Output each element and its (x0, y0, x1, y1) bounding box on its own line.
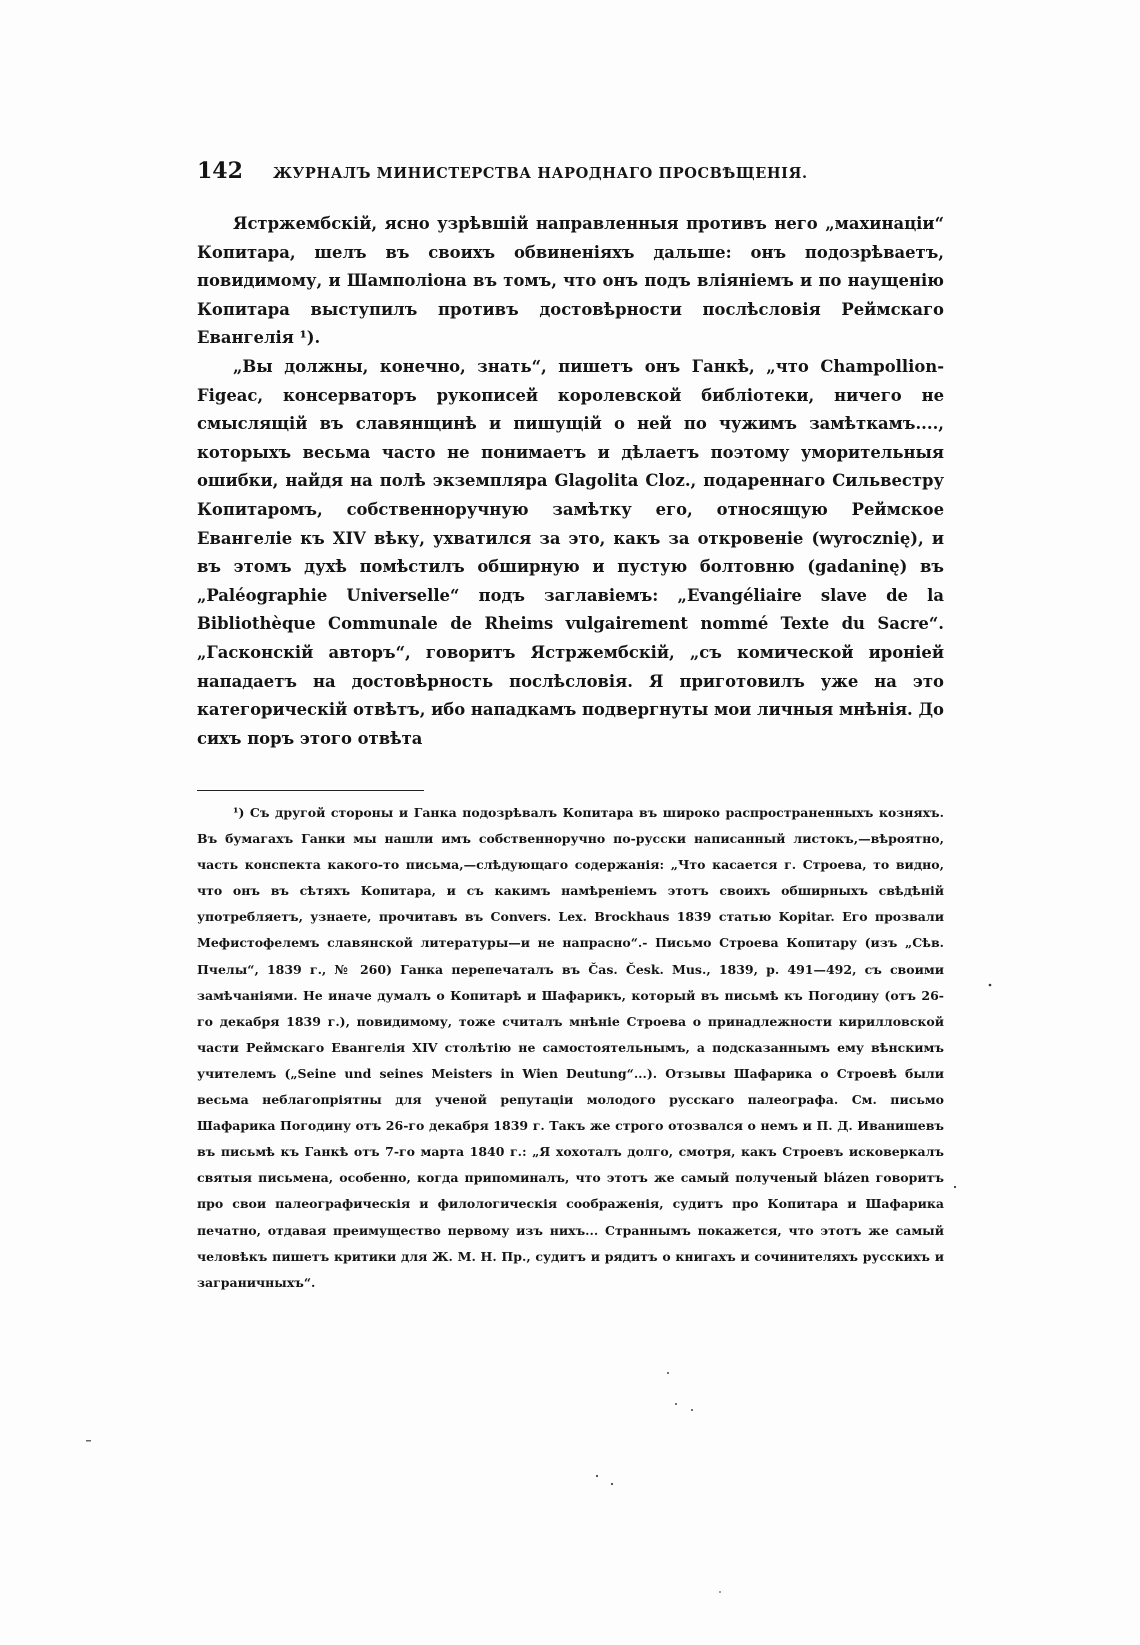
journal-title: ЖУРНАЛЪ МИНИСТЕРСТВА НАРОДНАГО ПРОСВѢЩЕНІЯ. (272, 165, 808, 182)
speck (691, 1409, 693, 1411)
speck (596, 1475, 598, 1477)
speck (954, 1186, 956, 1188)
speck (611, 1483, 613, 1485)
paragraph: „Вы должны, конечно, знать“, пишетъ онъ Ганкѣ, „что Champollion-Figeac, консерваторъ рукописей королевской библіотеки, ничего не смыслящій въ славянщинѣ и пишущій о ней по чужимъ замѣткамъ...., которыхъ весьма часто не понимаетъ и дѣлаетъ поэтому уморительныя ошибки, найдя на полѣ экземпляра Glagolita Cloz., подареннаго Сильвестру Копитаромъ, собственноручную замѣтку его, относящую Реймское Евангеліе къ XIV вѣку, ухватился за это, какъ за откровеніе (wyrocznię), и въ этомъ духѣ помѣстилъ обширную и пустую болтовню (gadaninę) въ „Paléographie Universelle“ подъ заглавіемъ: „Evangéliaire slave de la Bibliothèque Communale de Rheims vulgairement nommé Texte du Sacre“. „Гасконскій авторъ“, говоритъ Ястржембскій, „съ комической ироніей нападаетъ на достовѣрность послѣсловія. Я приготовилъ уже на это категорическій отвѣтъ, ибо нападкамъ подвергнуты мои личныя мнѣнія. До сихъ поръ этого отвѣта (197, 356, 944, 748)
running-head (197, 158, 944, 184)
footnote: ¹) Съ другой стороны и Ганка подозрѣвалъ Копитара въ широко распространенныхъ козняхъ. Въ бумагахъ Ганки мы нашли имъ собственноручно по-русски написанный листокъ,—вѣроятно, часть конспекта какого-то письма,—слѣдующаго содержанія: „Что касается г. Строева, то видно, что онъ въ сѣтяхъ Копитара, и съ какимъ намѣреніемъ этотъ своихъ обширныхъ свѣдѣній употребляетъ, узнаете, прочитавъ въ Convers. Lex. Brockhaus 1839 статью Kopitar. Его прозвали Мефистофелемъ славянской литературы—и не напрасно“.- Письмо Строева Копитару (изъ „Сѣв. Пчелы“, 1839 г., № 260) Ганка перепечаталъ въ Čas. Česk. Mus., 1839, p. 491—492, съ своими замѣчаніями. Не иначе думалъ о Копитарѣ и Шафарикъ, который въ письмѣ къ Погодину (отъ 26-го декабря 1839 г.), повидимому, тоже считалъ мнѣніе Строева о принадлежности кирилловской части Реймскаго Евангелія XIV столѣтію не самостоятельнымъ, а подсказаннымъ ему вѣнскимъ учителемъ („Seine und seines Meisters in Wien Deutung“...). Отзывы Шафарика о Строевѣ были весьма неблагопріятны для ученой репутаціи молодого русскаго палеографа. См. письмо Шафарика Погодину отъ 26-го декабря 1839 г. Такъ же строго отозвался о немъ и П. Д. Иванишевъ въ письмѣ къ Ганкѣ отъ 7-го марта 1840 г.: „Я хохоталъ долго, смотря, какъ Строевъ исковеркалъ святыя письмена, особенно, когда припоминалъ, что этотъ же самый полученый blázen говоритъ про свои палеографическія и филологическія соображенія, судитъ про Копитара и Шафарика печатно, отдавая преимущество первому изъ нихъ... Страннымъ покажется, что этотъ же самый человѣкъ пишетъ критики для Ж. М. Н. Пр., судитъ и рядитъ о книгахъ и сочинителяхъ русскихъ и заграничныхъ“. (197, 805, 944, 1290)
speck (989, 984, 992, 987)
paragraph: Ястржембскій, ясно узрѣвшій направленныя противъ него „махинаціи“ Копитара, шелъ въ своихъ обвиненіяхъ дальше: онъ подозрѣваетъ, повидимому, и Шамполіона въ томъ, что онъ подъ вліяніемъ и по наущенію Копитара выступилъ противъ достовѣрности послѣсловія Реймскаго Евангелія ¹). (197, 214, 944, 348)
main-text (197, 210, 944, 753)
speck (719, 1591, 721, 1593)
footnote-separator (197, 790, 424, 791)
speck (675, 1403, 677, 1405)
page-number: 142 (197, 158, 243, 184)
speck (667, 1372, 669, 1374)
speck (86, 1440, 91, 1442)
